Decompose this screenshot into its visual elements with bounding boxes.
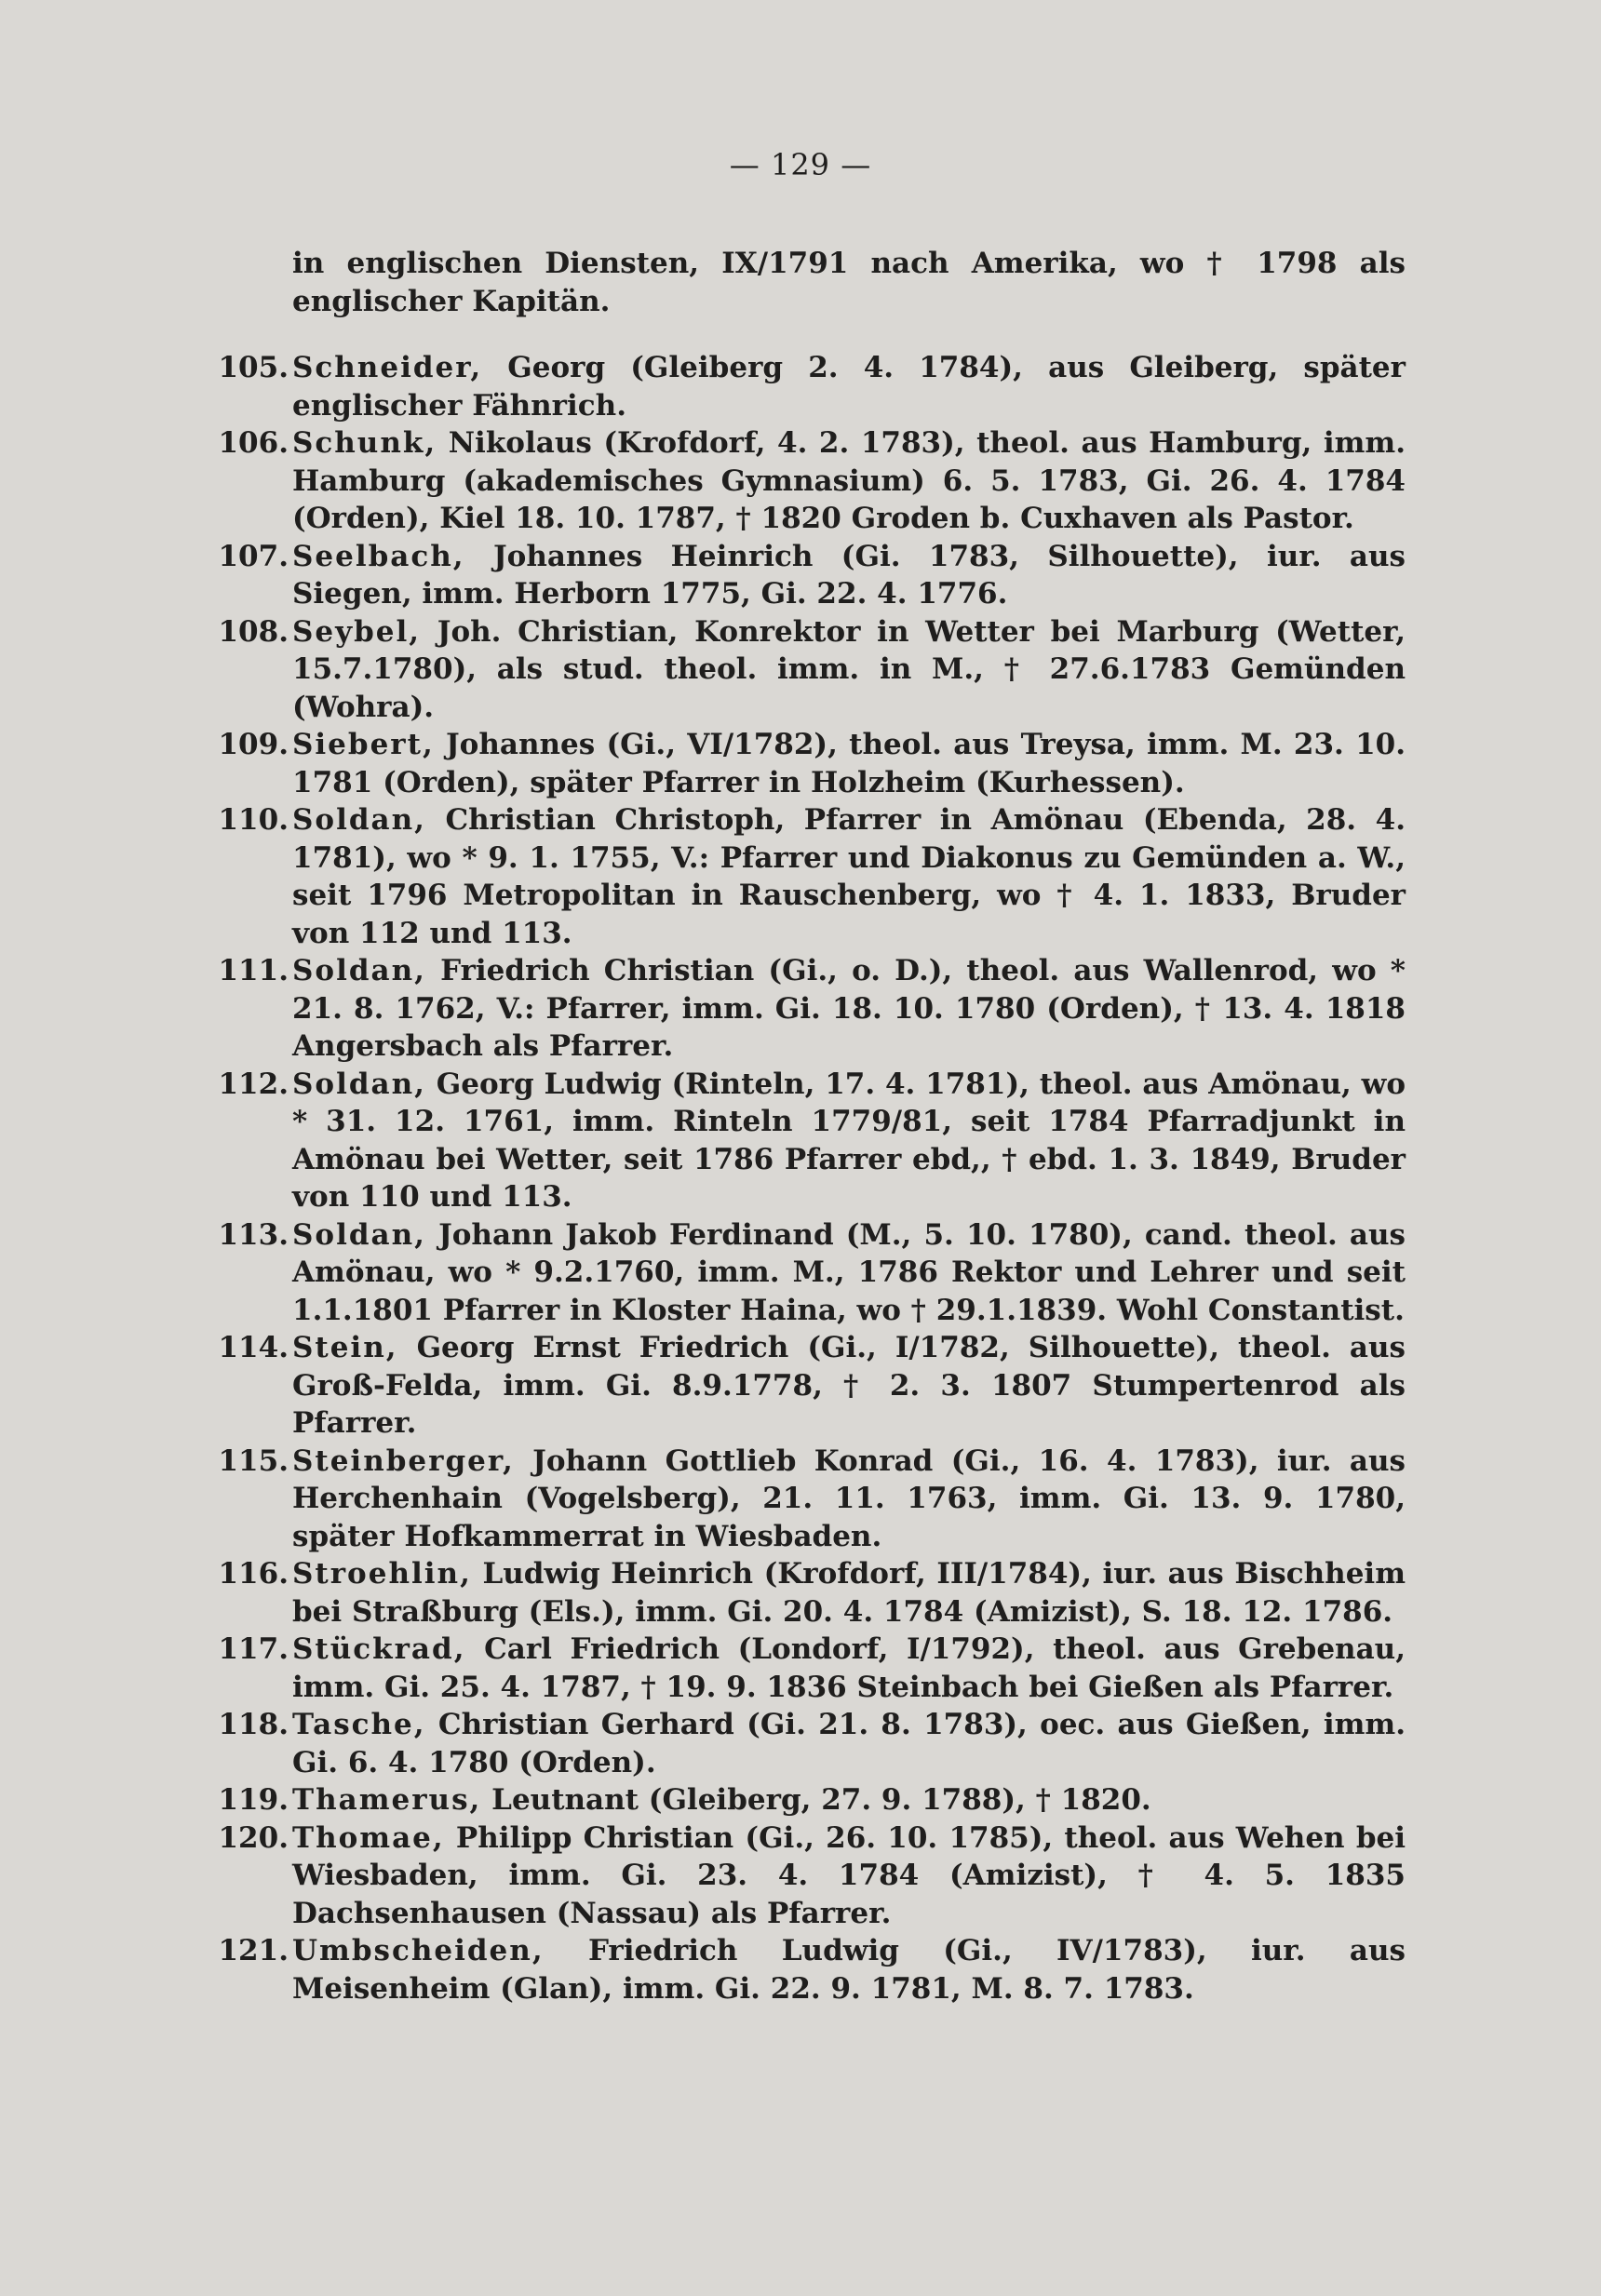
entry-name: Stein, bbox=[292, 1331, 398, 1364]
entry-119 bbox=[207, 1781, 1406, 1819]
entry-118 bbox=[207, 1706, 1406, 1781]
entry-details: Friedrich Christian (Gi., o. D.), theol. aus Wallenrod, wo * 21. 8. 1762, V.: Pfarrer, imm. Gi. 18. 10. 1780 (Orden), † 13. 4. 1818 Angersbach als Pfarrer. bbox=[292, 954, 1406, 1063]
entry-details: Carl Friedrich (Londorf, I/1792), theol. aus Grebenau, imm. Gi. 25. 4. 1787, † 19. 9. 1836 Steinbach bei Gießen als Pfarrer. bbox=[292, 1632, 1406, 1704]
entry-list bbox=[207, 216, 1406, 2007]
entry-details: Johannes (Gi., VI/1782), theol. aus Treysa, imm. M. 23. 10. 1781 (Orden), später Pfarrer in Holzheim (Kurhessen). bbox=[292, 728, 1406, 799]
entry-details: Joh. Christian, Konrektor in Wetter bei Marburg (Wetter, 15.7.1780), als stud. theol. imm. in M., † 27.6.1783 Gemünden (Wohra). bbox=[292, 614, 1406, 724]
entry-number: 114. bbox=[218, 1331, 289, 1364]
entry-107 bbox=[207, 538, 1406, 613]
entry-112 bbox=[207, 1066, 1406, 1216]
entry-number: 116. bbox=[218, 1557, 289, 1591]
entry-details: Johann Jakob Ferdinand (M., 5. 10. 1780), cand. theol. aus Amönau, wo * 9.2.1760, imm. M., 1786 Rektor und Lehrer und seit 1.1.1801 Pfarrer in Kloster Haina, wo † 29.1.1839. Wohl Constantist. bbox=[292, 1217, 1406, 1327]
entry-number: 105. bbox=[218, 351, 289, 384]
entry-121 bbox=[207, 1932, 1406, 2007]
entry-number: 112. bbox=[218, 1067, 289, 1101]
entry-name: Thomae, bbox=[292, 1820, 445, 1855]
entry-number: 107. bbox=[218, 539, 289, 573]
entry-name: Thamerus, bbox=[292, 1783, 482, 1817]
continued-entry-text: in englischen Diensten, IX/1791 nach Amerika, wo † 1798 als englischer Kapitän. bbox=[292, 247, 1406, 318]
entry-name: Soldan, bbox=[292, 1217, 426, 1252]
entry-108 bbox=[207, 613, 1406, 727]
entry-number: 117. bbox=[218, 1632, 289, 1666]
entry-details: Leutnant (Gleiberg, 27. 9. 1788), † 1820. bbox=[491, 1783, 1151, 1817]
entry-number: 108. bbox=[218, 614, 289, 649]
entry-number: 113. bbox=[218, 1217, 289, 1252]
entry-name: Tasche, bbox=[292, 1708, 426, 1741]
entry-number: 120. bbox=[218, 1820, 289, 1855]
entry-name: Stückrad, bbox=[292, 1632, 466, 1666]
entry-114 bbox=[207, 1329, 1406, 1443]
entry-name: Soldan, bbox=[292, 803, 426, 837]
entry-name: Soldan, bbox=[292, 954, 426, 987]
entry-117 bbox=[207, 1631, 1406, 1706]
entry-number: 121. bbox=[218, 1934, 289, 1967]
entry-111 bbox=[207, 952, 1406, 1066]
entry-name: Siebert, bbox=[292, 728, 435, 761]
entry-number: 109. bbox=[218, 728, 289, 761]
entry-number: 110. bbox=[218, 803, 289, 837]
entry-details: Nikolaus (Krofdorf, 4. 2. 1783), theol. aus Hamburg, imm. Hamburg (akademisches Gymnasium) 6. 5. 1783, Gi. 26. 4. 1784 (Orden), Kiel 18. 10. 1787, † 1820 Groden b. Cuxhaven als Pastor. bbox=[292, 426, 1406, 535]
entry-details: Johannes Heinrich (Gi. 1783, Silhouette), iur. aus Siegen, imm. Herborn 1775, Gi. 22. 4. 1776. bbox=[292, 539, 1406, 611]
entry-number: 111. bbox=[218, 954, 289, 987]
entry-105 bbox=[207, 349, 1406, 424]
entry-name: Schneider, bbox=[292, 351, 483, 384]
entry-number: 115. bbox=[218, 1443, 289, 1478]
entry-number: 119. bbox=[218, 1783, 289, 1817]
entry-113 bbox=[207, 1216, 1406, 1330]
entry-120 bbox=[207, 1819, 1406, 1933]
entry-details: Philipp Christian (Gi., 26. 10. 1785), theol. aus Wehen bei Wiesbaden, imm. Gi. 23. 4. 1784 (Amizist), † 4. 5. 1835 Dachsenhausen (Nassau) als Pfarrer. bbox=[292, 1820, 1406, 1930]
entry-details: Christian Christoph, Pfarrer in Amönau (Ebenda, 28. 4. 1781), wo * 9. 1. 1755, V.: Pfarrer und Diakonus zu Gemünden a. W., seit 1796 Metropolitan in Rauschenberg, wo † 4. 1. 1833, Bruder von 112 und 113. bbox=[292, 803, 1406, 950]
entry-106 bbox=[207, 424, 1406, 538]
entry-details: Georg Ludwig (Rinteln, 17. 4. 1781), theol. aus Amönau, wo * 31. 12. 1761, imm. Rinteln 1779/81, seit 1784 Pfarradjunkt in Amönau bei Wetter, seit 1786 Pfarrer ebd,, † ebd. 1. 3. 1849, Bruder von 110 und 113. bbox=[292, 1067, 1406, 1214]
entry-name: Seelbach, bbox=[292, 539, 465, 573]
entry-name: Stroehlin, bbox=[292, 1557, 472, 1591]
page-number: — 129 — bbox=[729, 147, 872, 182]
entry-number: 106. bbox=[218, 426, 289, 460]
entry-details: Ludwig Heinrich (Krofdorf, III/1784), iur. aus Bischheim bei Straßburg (Els.), imm. Gi. 20. 4. 1784 (Amizist), S. 18. 12. 1786. bbox=[292, 1557, 1406, 1629]
entry-name: Umbscheiden, bbox=[292, 1934, 545, 1967]
entry-details: Friedrich Ludwig (Gi., IV/1783), iur. aus Meisenheim (Glan), imm. Gi. 22. 9. 1781, M. 8. 7. 1783. bbox=[292, 1934, 1406, 2006]
entry-details: Georg Ernst Friedrich (Gi., I/1782, Silhouette), theol. aus Groß-Felda, imm. Gi. 8.9.1778, † 2. 3. 1807 Stumpertenrod als Pfarrer. bbox=[292, 1331, 1406, 1440]
entry-number: 118. bbox=[218, 1708, 289, 1741]
entry-110 bbox=[207, 801, 1406, 952]
entry-109 bbox=[207, 726, 1406, 801]
entry-name: Schunk, bbox=[292, 426, 437, 460]
entry-details: Georg (Gleiberg 2. 4. 1784), aus Gleiberg, später englischer Fähnrich. bbox=[292, 351, 1406, 423]
entry-details: Christian Gerhard (Gi. 21. 8. 1783), oec. aus Gießen, imm. Gi. 6. 4. 1780 (Orden). bbox=[292, 1708, 1406, 1779]
entry-116 bbox=[207, 1555, 1406, 1631]
entry-details: Johann Gottlieb Konrad (Gi., 16. 4. 1783), iur. aus Herchenhain (Vogelsberg), 21. 11. 1763, imm. Gi. 13. 9. 1780, später Hofkammerrat in Wiesbaden. bbox=[292, 1443, 1406, 1553]
entry-name: Seybel, bbox=[292, 614, 422, 649]
entry-name: Soldan, bbox=[292, 1067, 426, 1101]
entry-name: Steinberger, bbox=[292, 1443, 515, 1478]
entry-115 bbox=[207, 1443, 1406, 1556]
